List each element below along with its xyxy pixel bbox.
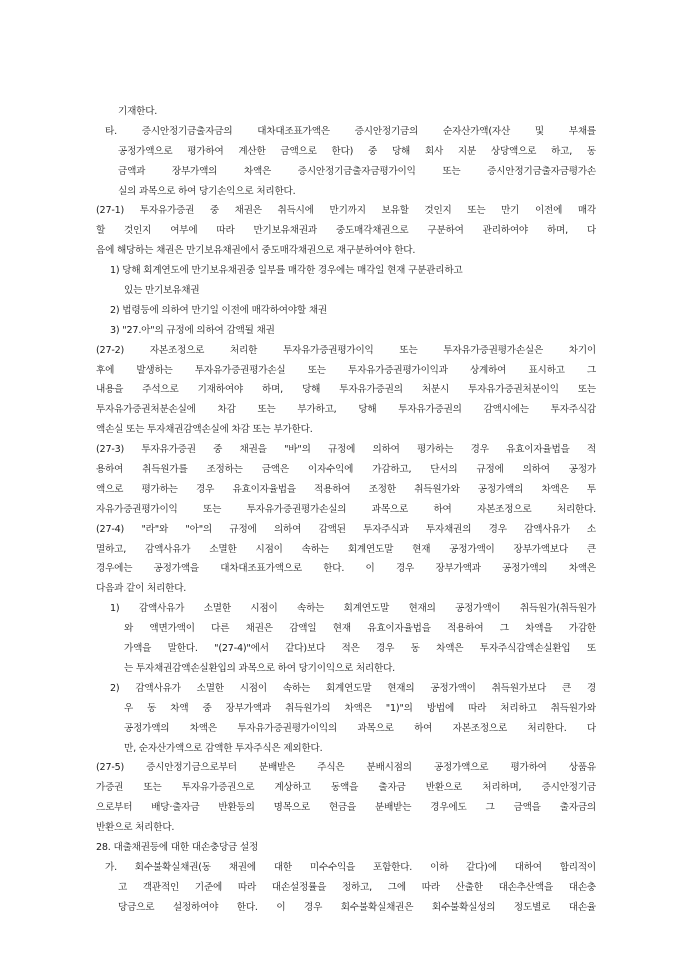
text-line: 금액과 장부가액의 차액은 증시안정기금출자금평가이익 또는 증시안정기금출자금평가손 bbox=[118, 165, 596, 177]
text-line: 1) 당해 회계연도에 만기보유채권중 일부를 매각한 경우에는 매각일 현재 구분관리하고 bbox=[110, 265, 463, 277]
text-line: 3) "27.아"의 규정에 의하여 감액될 채권 bbox=[110, 324, 275, 336]
text-line: 2) 감액사유가 소멸한 시점이 속하는 회계연도말 현재의 공정가액이 취득원가보다 큰 경 bbox=[110, 682, 596, 694]
text-line: 경우에는 공정가액을 대차대조표가액으로 한다. 이 경우 장부가액과 공정가액의 차액은 bbox=[96, 563, 596, 575]
text-line: 는 투자채권감액손실환입의 과목으로 하여 당기이익으로 처리한다. bbox=[124, 662, 395, 674]
text-line: 와 액면가액이 다른 채권은 감액일 현재 유효이자율법을 적용하여 그 차액을 가감한 bbox=[124, 623, 596, 635]
text-line: (27-4) "라"와 "아"의 규정에 의하여 감액된 투자주식과 투자채권의 경우 감액사유가 소 bbox=[96, 523, 596, 535]
text-line: 우 동 차액 중 장부가액과 취득원가의 차액은 "1)"의 방법에 따라 처리하고 취득원가와 bbox=[124, 702, 596, 714]
text-line: 가. 회수불확실채권(동 채권에 대한 미수수익을 포함한다. 이하 같다)에 대하여 합리적이 bbox=[105, 861, 596, 873]
text-line: 투자유가증권처분손실에 차감 또는 부가하고, 당해 투자유가증권의 감액시에는 투자주식감 bbox=[96, 404, 596, 416]
text-line: 자유가증권평가이익 또는 투자유가증권평가손실의 과목으로 하여 자본조정으로 처리한다. bbox=[96, 503, 596, 515]
document-body bbox=[96, 102, 596, 918]
text-line: 용하여 취득원가를 조정하는 금액은 이자수익에 가감하고, 단서의 규정에 의하여 공정가 bbox=[96, 464, 596, 476]
text-line: 내용을 주석으로 기재하여야 하며, 당해 투자유가증권의 처분시 투자유가증권처분이익 또는 bbox=[96, 384, 596, 396]
text-line: 가증권 또는 투자유가증권으로 계상하고 동액을 출자금 반환으로 처리하며, 증시안정기금 bbox=[96, 782, 596, 794]
text-line: 후에 발생하는 투자유가증권평가손실 또는 투자유가증권평가이익과 상계하여 표시하고 그 bbox=[96, 364, 596, 376]
text-line: 있는 만기보유채권 bbox=[124, 285, 200, 297]
text-line: 타. 증시안정기금출자금의 대차대조표가액은 증시안정기금의 순자산가액(자산 및 부채를 bbox=[105, 125, 596, 137]
text-line: 당금으로 설정하여야 한다. 이 경우 회수불확실채권은 회수불확실성의 정도별로 대손율 bbox=[118, 901, 596, 913]
text-line: 만, 순자산가액으로 감액한 투자주식은 제외한다. bbox=[124, 742, 323, 754]
text-line: 액으로 평가하는 경우 유효이자율법을 적용하여 조정한 취득원가와 공정가액의 차액은 투 bbox=[96, 483, 596, 495]
text-line: 음에 해당하는 채권은 만기보유채권에서 중도매각채권으로 재구분하여야 한다. bbox=[96, 245, 416, 257]
text-line: 공정가액으로 평가하여 계산한 금액으로 한다) 중 당해 회사 지분 상당액으로 하고, 동 bbox=[118, 145, 596, 157]
text-line: 실의 과목으로 하여 당기손익으로 처리한다. bbox=[118, 185, 296, 197]
text-line: (27-3) 투자유가증권 중 채권을 "바"의 규정에 의하여 평가하는 경우 유효이자율법을 적 bbox=[96, 444, 596, 456]
text-line: 반환으로 처리한다. bbox=[96, 822, 175, 834]
text-line: 기재한다. bbox=[118, 106, 158, 117]
text-line: 2) 법령등에 의하여 만기일 이전에 매각하여야할 채권 bbox=[110, 304, 327, 316]
text-line: (27-1) 투자유가증권 중 채권은 취득시에 만기까지 보유할 것인지 또는 만기 이전에 매각 bbox=[96, 205, 596, 217]
text-line: 할 것인지 여부에 따라 만기보유채권과 중도매각채권으로 구분하여 관리하여야 하며, 다 bbox=[96, 225, 596, 237]
text-line: (27-2) 자본조정으로 처리한 투자유가증권평가이익 또는 투자유가증권평가손실은 차기이 bbox=[96, 344, 596, 356]
text-line: (27-5) 증시안정기금으로부터 분배받은 주식은 분배시점의 공정가액으로 평가하여 상품유 bbox=[96, 762, 596, 774]
text-line: 고 객관적인 기준에 따라 대손설정률을 정하고, 그에 따라 산출한 대손추산액을 대손충 bbox=[118, 881, 596, 893]
text-line: 1) 감액사유가 소멸한 시점이 속하는 회계연도말 현재의 공정가액이 취득원가(취득원가 bbox=[110, 603, 596, 615]
text-line: 공정가액의 차액은 투자유가증권평가이익의 과목으로 하여 자본조정으로 처리한다. 다 bbox=[124, 722, 596, 734]
text-line: 가액을 말한다. "(27-4)"에서 같다)보다 적은 경우 동 차액은 투자주식감액손실환입 또 bbox=[124, 643, 596, 655]
text-line: 액손실 또는 투자채권감액손실에 차감 또는 부가한다. bbox=[96, 424, 313, 436]
text-line: 으로부터 배당·출자금 반환등의 명목으로 현금을 분배받는 경우에도 그 금액을 출자금의 bbox=[96, 802, 596, 814]
text-line: 다음과 같이 처리한다. bbox=[96, 583, 187, 595]
text-line: 멸하고, 감액사유가 소멸한 시점이 속하는 회계연도말 현재 공정가액이 장부가액보다 큰 bbox=[96, 543, 596, 555]
text-line: 28. 대출채권등에 대한 대손충당금 설정 bbox=[96, 841, 259, 853]
